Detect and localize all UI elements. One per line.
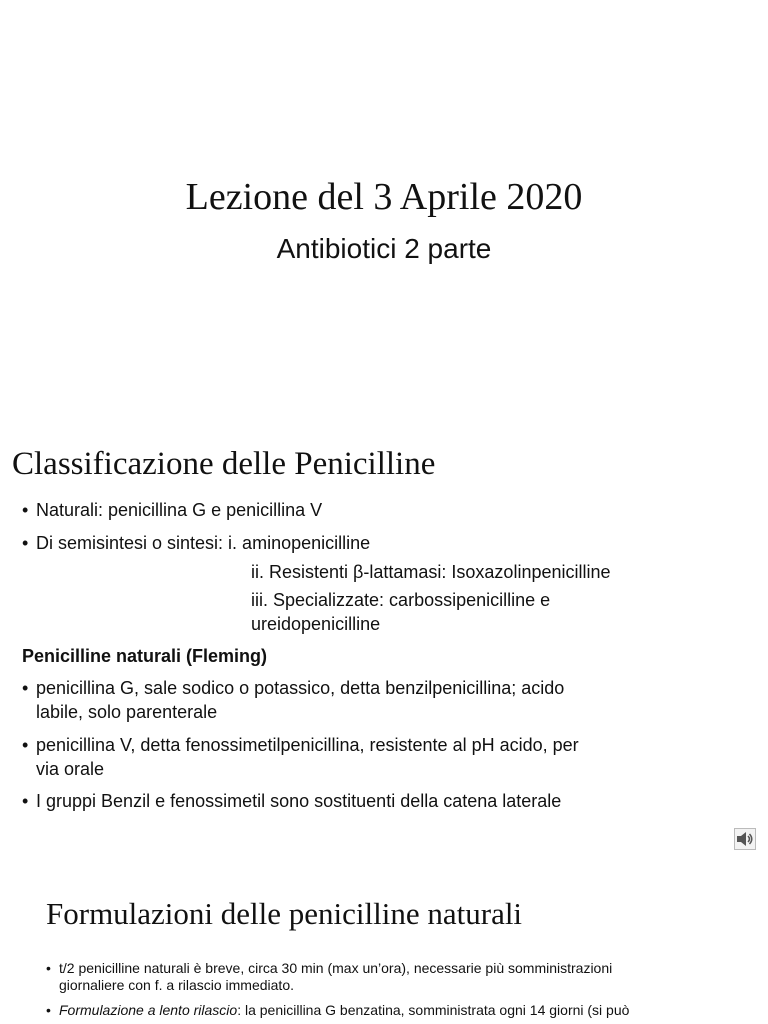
bullet-icon: •: [46, 960, 51, 976]
section-heading: Penicilline naturali (Fleming): [22, 646, 268, 666]
emphasis-text: Formulazione a lento rilascio: [59, 1002, 238, 1018]
indented-line: ii. Resistenti β-lattamasi: Isoxazolinpenicilline: [251, 562, 611, 582]
list-item-continuation: giornaliere con f. a rilascio immediato.: [59, 977, 294, 993]
bullet-icon: •: [22, 735, 29, 755]
slide-title: Classificazione delle Penicilline: [12, 446, 436, 482]
slide-title: Formulazioni delle penicilline naturali: [46, 896, 523, 931]
bullet-icon: •: [46, 1002, 51, 1018]
bullet-icon: •: [22, 678, 29, 698]
list-item-continuation: via orale: [36, 759, 105, 779]
indented-line: ureidopenicilline: [251, 614, 381, 634]
lecture-subtitle: Antibiotici 2 parte: [276, 233, 492, 264]
speaker-icon[interactable]: [734, 828, 756, 850]
bullet-icon: •: [22, 791, 29, 811]
formulation-slide: Formulazioni delle penicilline naturali • t/2 penicilline naturali è breve, circa 30 min (max un’ora), necessarie più somministrazioni giornaliere con f. a rilascio immediato. • Formulazione a lento rilascio: la penicillina G benzatina, somministrata ogni 14 giorni (si può: [46, 896, 630, 1018]
lecture-title: Lezione del 3 Aprile 2020: [185, 176, 583, 218]
bullet-icon: •: [22, 500, 29, 520]
title-slide: [0, 0, 768, 420]
bullet-icon: •: [22, 533, 29, 553]
list-item-continuation: labile, solo parenterale: [36, 702, 218, 722]
classification-slide: Classificazione delle Penicilline • Naturali: penicillina G e penicillina V • Di semisintesi o sintesi: i. aminopenicilline ii. Resistenti β-lattamasi: Isoxazolinpenicilline iii. Specializzate: carbossipenicilline e ureidopenicilline Penicilline naturali (Fleming) • penicillina G, sale sodico o potassico, detta benzilpenicillina; acido labile, solo parenterale • penicillina V, detta fenossimetilpenicillina, resistente al pH acido, per via orale • I gruppi Benzil e fenossimetil sono sostituenti della catena laterale: [0, 440, 768, 870]
indented-line: iii. Specializzate: carbossipenicilline e: [251, 590, 551, 610]
